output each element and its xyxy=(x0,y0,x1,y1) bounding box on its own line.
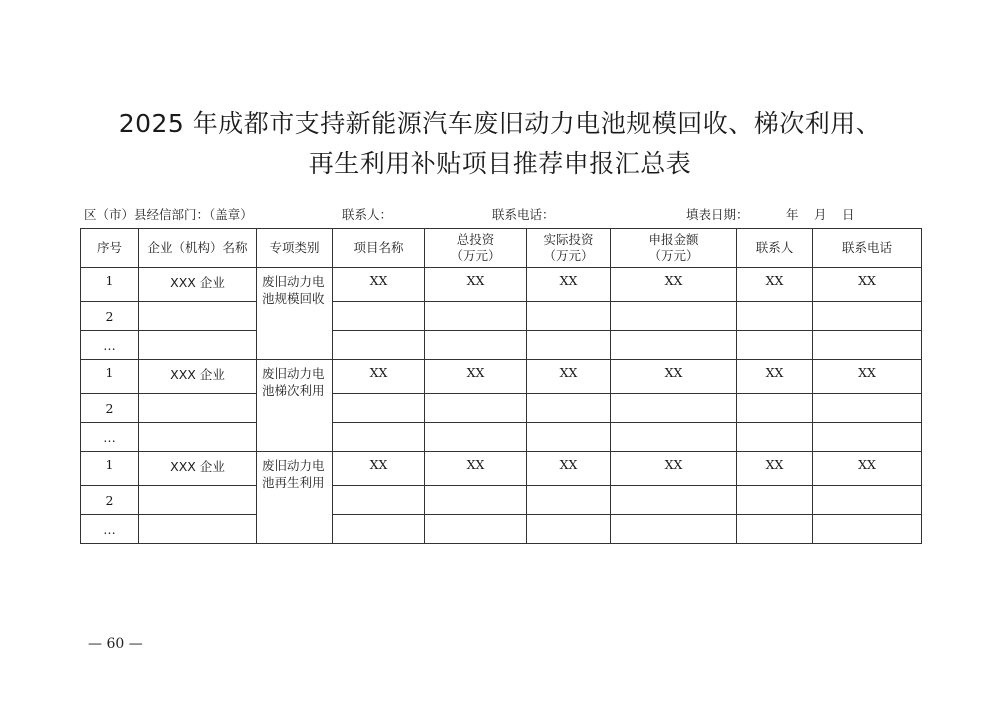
table-row xyxy=(81,423,922,452)
table-row xyxy=(81,360,922,394)
row-phone xyxy=(813,515,922,544)
row-apply-amount xyxy=(611,331,737,360)
row-contact xyxy=(737,394,813,423)
table-row xyxy=(81,331,922,360)
row-total-investment xyxy=(425,302,527,331)
row-phone xyxy=(813,423,922,452)
category-cell: 废旧动力电 池梯次利用 xyxy=(257,360,333,452)
row-phone: XX xyxy=(813,268,922,302)
row-apply-amount xyxy=(611,515,737,544)
table-header-row xyxy=(81,229,922,268)
table-row xyxy=(81,452,922,486)
row-total-investment xyxy=(425,515,527,544)
row-no: … xyxy=(81,331,139,360)
row-contact: XX xyxy=(737,452,813,486)
row-actual-investment: XX xyxy=(527,268,611,302)
row-total-investment xyxy=(425,486,527,515)
table-row xyxy=(81,515,922,544)
row-no: 2 xyxy=(81,302,139,331)
header-phone: 联系电话 xyxy=(813,229,922,268)
row-no: 1 xyxy=(81,268,139,302)
row-no: 2 xyxy=(81,486,139,515)
row-phone xyxy=(813,302,922,331)
row-apply-amount xyxy=(611,394,737,423)
phone-label: 联系电话： xyxy=(492,207,555,222)
row-company xyxy=(139,394,257,423)
header-actual-investment: 实际投资 （万元） xyxy=(527,229,611,268)
row-contact xyxy=(737,515,813,544)
row-phone xyxy=(813,331,922,360)
category-cell: 废旧动力电 池再生利用 xyxy=(257,452,333,544)
dept-label: 区（市）县经信部门：（盖章） xyxy=(84,207,253,222)
form-info-row xyxy=(84,205,924,223)
row-company xyxy=(139,423,257,452)
row-actual-investment: XX xyxy=(527,360,611,394)
row-company xyxy=(139,302,257,331)
row-no: … xyxy=(81,423,139,452)
row-no: 2 xyxy=(81,394,139,423)
row-contact xyxy=(737,486,813,515)
date-month-label: 月 xyxy=(814,207,827,222)
row-company: XXX 企业 xyxy=(139,360,257,394)
row-phone xyxy=(813,394,922,423)
row-actual-investment xyxy=(527,423,611,452)
row-apply-amount xyxy=(611,486,737,515)
row-total-investment: XX xyxy=(425,360,527,394)
row-actual-investment xyxy=(527,515,611,544)
row-apply-amount: XX xyxy=(611,452,737,486)
row-contact xyxy=(737,423,813,452)
row-project xyxy=(333,486,425,515)
header-company: 企业（机构）名称 xyxy=(139,229,257,268)
row-company xyxy=(139,486,257,515)
page-number: — 60 — xyxy=(88,636,143,652)
table-row xyxy=(81,302,922,331)
row-project xyxy=(333,423,425,452)
row-apply-amount xyxy=(611,423,737,452)
table-row xyxy=(81,268,922,302)
row-total-investment: XX xyxy=(425,268,527,302)
page-title-line2: 再生利用补贴项目推荐申报汇总表 xyxy=(308,149,692,178)
row-phone: XX xyxy=(813,360,922,394)
row-contact xyxy=(737,302,813,331)
row-actual-investment xyxy=(527,394,611,423)
header-total-investment: 总投资 （万元） xyxy=(425,229,527,268)
header-project: 项目名称 xyxy=(333,229,425,268)
row-project xyxy=(333,515,425,544)
date-label: 填表日期： xyxy=(686,207,749,222)
table-row xyxy=(81,486,922,515)
row-project: XX xyxy=(333,360,425,394)
row-no: 1 xyxy=(81,360,139,394)
row-apply-amount: XX xyxy=(611,360,737,394)
row-phone xyxy=(813,486,922,515)
summary-table xyxy=(80,228,922,544)
category-cell: 废旧动力电 池规模回收 xyxy=(257,268,333,360)
row-company: XXX 企业 xyxy=(139,452,257,486)
row-company: XXX 企业 xyxy=(139,268,257,302)
row-no: … xyxy=(81,515,139,544)
row-actual-investment xyxy=(527,302,611,331)
date-day-label: 日 xyxy=(842,207,855,222)
row-total-investment xyxy=(425,423,527,452)
row-actual-investment xyxy=(527,486,611,515)
row-total-investment xyxy=(425,331,527,360)
row-project xyxy=(333,302,425,331)
row-project xyxy=(333,394,425,423)
row-actual-investment: XX xyxy=(527,452,611,486)
row-contact: XX xyxy=(737,268,813,302)
date-year-label: 年 xyxy=(786,207,799,222)
row-contact: XX xyxy=(737,360,813,394)
page-title-line1: 2025 年成都市支持新能源汽车废旧动力电池规模回收、梯次利用、 xyxy=(118,109,882,138)
row-company xyxy=(139,331,257,360)
row-apply-amount: XX xyxy=(611,268,737,302)
row-contact xyxy=(737,331,813,360)
header-apply-amount: 申报金额 （万元） xyxy=(611,229,737,268)
row-project xyxy=(333,331,425,360)
row-no: 1 xyxy=(81,452,139,486)
row-total-investment: XX xyxy=(425,452,527,486)
row-phone: XX xyxy=(813,452,922,486)
header-category: 专项类别 xyxy=(257,229,333,268)
table-row xyxy=(81,394,922,423)
row-company xyxy=(139,515,257,544)
header-no: 序号 xyxy=(81,229,139,268)
contact-label: 联系人： xyxy=(342,207,393,222)
row-project: XX xyxy=(333,452,425,486)
row-actual-investment xyxy=(527,331,611,360)
row-total-investment xyxy=(425,394,527,423)
row-apply-amount xyxy=(611,302,737,331)
header-contact: 联系人 xyxy=(737,229,813,268)
row-project: XX xyxy=(333,268,425,302)
